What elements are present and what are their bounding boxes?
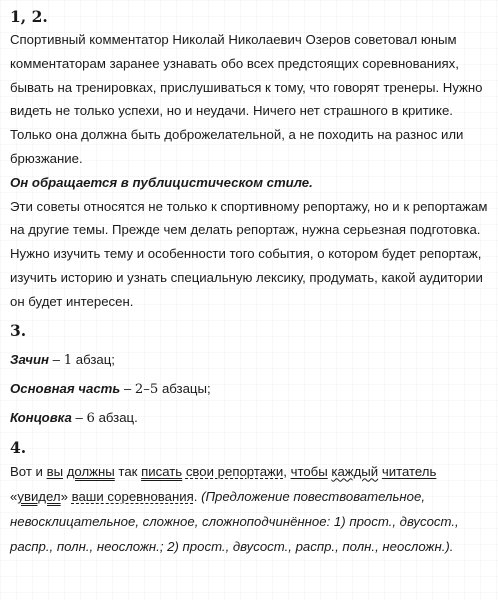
punctuation: , <box>283 463 291 479</box>
subject-word: читатель <box>381 463 437 479</box>
attribute-word: каждый <box>331 463 379 479</box>
sentence-analysis <box>10 459 494 559</box>
list-item-main-part <box>10 375 494 404</box>
list-item-opening <box>10 346 494 375</box>
subject-word: вы <box>46 463 64 479</box>
predicate-word: увидел <box>17 488 61 504</box>
predicate-word: должны <box>66 463 115 479</box>
paragraph-count: 1 <box>63 352 73 368</box>
paragraph-count: 2–5 <box>134 381 159 397</box>
conjunction-word: чтобы <box>290 463 328 479</box>
dash: – <box>120 380 135 396</box>
item-rest: абзацы; <box>158 380 211 396</box>
punctuation: » <box>60 488 72 504</box>
style-statement: Он обращается в публицистическом стиле. <box>10 174 313 190</box>
sentence-characteristic: (Предложение повествовательное, невосклицательное, сложное, сложноподчинённое: 1) прост., двусост., распр., полн., неосложн.; 2) прост., двусост., распр., полн., неосложн.). <box>10 488 459 554</box>
word: так <box>114 463 142 479</box>
document-page <box>10 6 494 559</box>
predicate-word: писать <box>141 463 183 479</box>
punctuation: « <box>10 488 18 504</box>
task-number-4: 4. <box>10 437 27 457</box>
task-number-3: 3. <box>10 320 27 340</box>
object-phrase: свои репортажи <box>185 463 284 479</box>
paragraph-advice: Спортивный комментатор Николай Николаевич Озеров советовал юным комментаторам заранее узнавать обо всех предстоящих соревнованиях, бывать на тренировках, прислушиваться к тому, что говорят тренеры. Нужно видеть не только успехи, но и неудачи. Ничего нет страшного в критике. Только она должна быть доброжелательной, а не походить на разнос или брюзжание. <box>10 32 483 166</box>
paragraph-count: 6 <box>86 410 95 426</box>
task-number-1-2: 1, 2. <box>10 7 48 26</box>
paragraph-preparation: Эти советы относятся не только к спортивному репортажу, но и к репортажам на другие темы. Прежде чем делать репортаж, нужна серьезная подготовка. Нужно изучить тему и особенности того события, о котором будет репортаж, изучить историю и узнать специальную лексику, продумать, какой аудитории он будет интересен. <box>10 198 488 309</box>
dash: – <box>49 351 64 367</box>
term-label: Основная часть <box>10 380 121 396</box>
term-label: Концовка <box>10 409 72 425</box>
word: Вот и <box>10 463 47 479</box>
punctuation: . <box>193 488 202 504</box>
item-rest: абзац; <box>72 351 115 367</box>
object-phrase: ваши соревнования <box>71 488 194 504</box>
list-item-ending <box>10 404 494 433</box>
item-rest: абзац. <box>94 409 138 425</box>
term-label: Зачин <box>10 351 50 367</box>
composition-list <box>10 346 494 433</box>
dash: – <box>71 409 87 425</box>
